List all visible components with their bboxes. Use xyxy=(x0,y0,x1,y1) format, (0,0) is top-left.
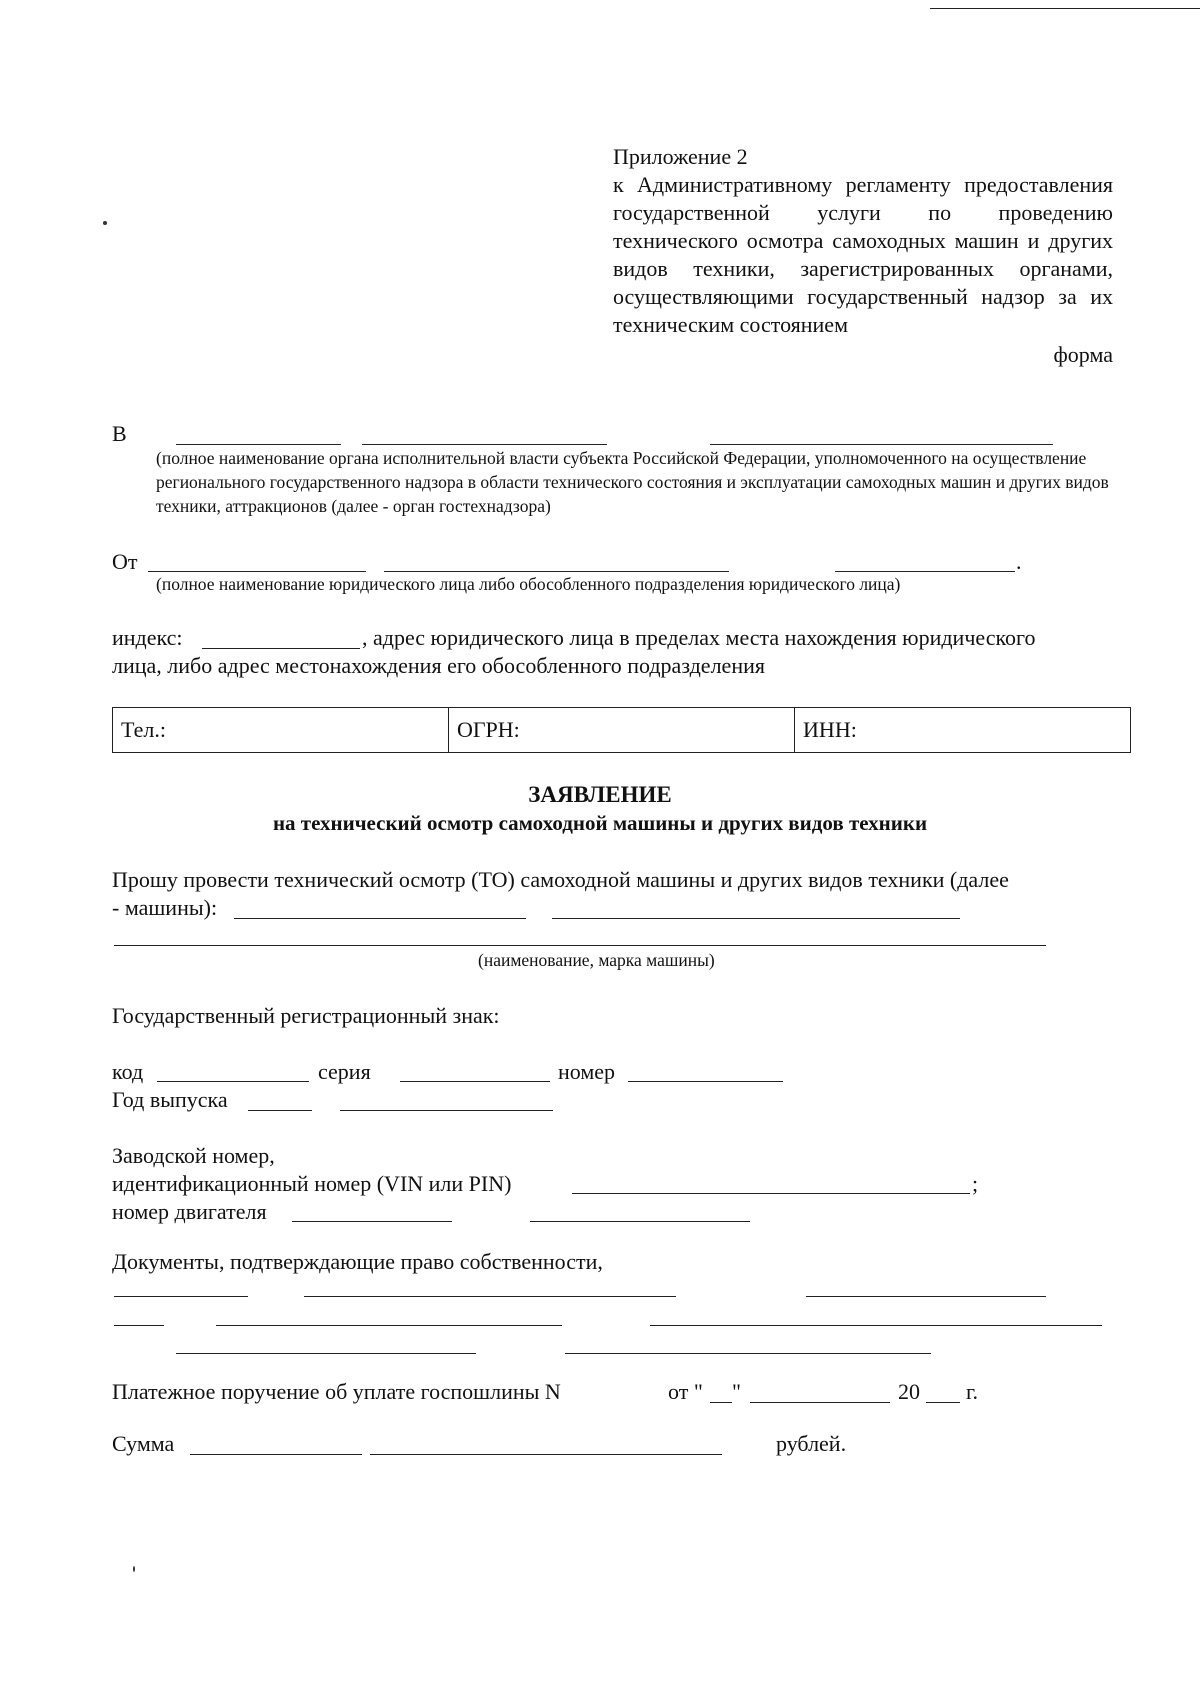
request-line-2: - машины): xyxy=(112,895,218,920)
machine-line-1[interactable] xyxy=(234,918,526,919)
machine-line-3[interactable] xyxy=(114,945,1046,946)
engine-number-label: номер двигателя xyxy=(112,1199,267,1224)
ownership-line-3b[interactable] xyxy=(565,1353,931,1354)
appendix-text: к Административному регламенту предоставления государственной услуги по проведению технического осмотра самоходных машин и других видов техники, зарегистрированных органами, осуществляющими государственный надзор за их техническим состоянием xyxy=(613,172,1113,337)
ownership-line-2b[interactable] xyxy=(216,1325,562,1326)
inn-cell[interactable] xyxy=(795,708,1131,753)
top-edge-line xyxy=(930,8,1200,9)
ownership-line-1a[interactable] xyxy=(114,1296,248,1297)
from-prefix: От xyxy=(112,549,138,574)
machine-note: (наименование, марка машины) xyxy=(478,950,715,970)
to-prefix: В xyxy=(112,421,127,446)
address-text-2: лица, либо адрес местонахождения его обособленного подразделения xyxy=(112,653,765,678)
series-field-line[interactable] xyxy=(400,1081,550,1082)
contacts-table xyxy=(112,707,1131,753)
to-line-3[interactable] xyxy=(710,444,1053,445)
vin-end-mark: ; xyxy=(972,1171,979,1196)
engine-field-line-1[interactable] xyxy=(292,1221,452,1222)
machine-line-2[interactable] xyxy=(552,918,960,919)
sum-field-line-1[interactable] xyxy=(190,1454,362,1455)
factory-number-label: Заводской номер, xyxy=(112,1143,275,1168)
address-text-1: , адрес юридического лица в пределах места нахождения юридического xyxy=(362,625,1036,650)
code-field-line[interactable] xyxy=(157,1081,309,1082)
to-line-1[interactable] xyxy=(176,444,341,445)
index-field-line[interactable] xyxy=(202,648,360,649)
contacts-row xyxy=(113,708,1131,753)
appendix-title: Приложение 2 xyxy=(613,144,748,169)
ogrn-cell[interactable] xyxy=(448,708,794,753)
inn-label: ИНН: xyxy=(803,717,857,742)
engine-field-line-2[interactable] xyxy=(530,1221,750,1222)
request-line-1: Прошу провести технический осмотр (ТО) самоходной машины и других видов техники (далее xyxy=(112,867,1009,892)
payment-order-label: Платежное поручение об уплате госпошлины N xyxy=(112,1379,561,1404)
document-title: ЗАЯВЛЕНИЕ xyxy=(528,782,672,807)
series-label: серия xyxy=(318,1059,371,1084)
from-note: (полное наименование юридического лица либо обособленного подразделения юридического лица) xyxy=(156,574,901,594)
to-note: (полное наименование органа исполнительной власти субъекта Российской Федерации, уполномоченного на осуществление регионального государственного надзора в области технического состояния и эксплуатации самоходных машин и других видов техники, аттракционов (далее - орган гостехнадзора) xyxy=(156,448,1109,516)
vin-label: идентификационный номер (VIN или PIN) xyxy=(112,1171,512,1196)
from-end-mark: . xyxy=(1016,549,1022,574)
ownership-line-3a[interactable] xyxy=(176,1353,476,1354)
ogrn-label: ОГРН: xyxy=(456,717,520,742)
document-subtitle: на технический осмотр самоходной машины и других видов техники xyxy=(272,811,928,835)
appendix-block xyxy=(613,143,1113,369)
ownership-label: Документы, подтверждающие право собственности, xyxy=(112,1249,603,1274)
form-label: форма xyxy=(1053,342,1113,367)
phone-label: Тел.: xyxy=(121,717,166,742)
payment-year-suffix: г. xyxy=(966,1379,979,1404)
index-label: индекс: xyxy=(112,625,183,650)
payment-year-line[interactable] xyxy=(926,1402,960,1403)
payment-month-line[interactable] xyxy=(750,1402,890,1403)
scan-speck xyxy=(103,221,107,225)
vin-field-line[interactable] xyxy=(572,1193,970,1194)
ownership-line-1c[interactable] xyxy=(806,1296,1046,1297)
payment-from-label: от " xyxy=(668,1379,703,1404)
ownership-line-1b[interactable] xyxy=(304,1296,676,1297)
year-field-line-2[interactable] xyxy=(340,1110,553,1111)
currency-label: рублей. xyxy=(776,1431,847,1456)
ownership-line-2c[interactable] xyxy=(650,1325,1102,1326)
payment-day-line[interactable] xyxy=(710,1402,732,1403)
to-line-2[interactable] xyxy=(362,444,607,445)
number-label: номер xyxy=(558,1059,616,1084)
number-field-line[interactable] xyxy=(628,1081,783,1082)
ownership-line-2a[interactable] xyxy=(114,1325,164,1326)
code-label: код xyxy=(112,1059,144,1084)
payment-year-prefix: 20 xyxy=(898,1379,920,1404)
year-field-line-1[interactable] xyxy=(248,1110,312,1111)
registration-label: Государственный регистрационный знак: xyxy=(112,1003,500,1028)
sum-label: Сумма xyxy=(112,1431,175,1456)
phone-cell[interactable] xyxy=(113,708,449,753)
sum-field-line-2[interactable] xyxy=(370,1454,722,1455)
scan-speck xyxy=(133,1566,135,1572)
payment-quote-close: " xyxy=(732,1379,741,1404)
year-label: Год выпуска xyxy=(112,1087,228,1112)
